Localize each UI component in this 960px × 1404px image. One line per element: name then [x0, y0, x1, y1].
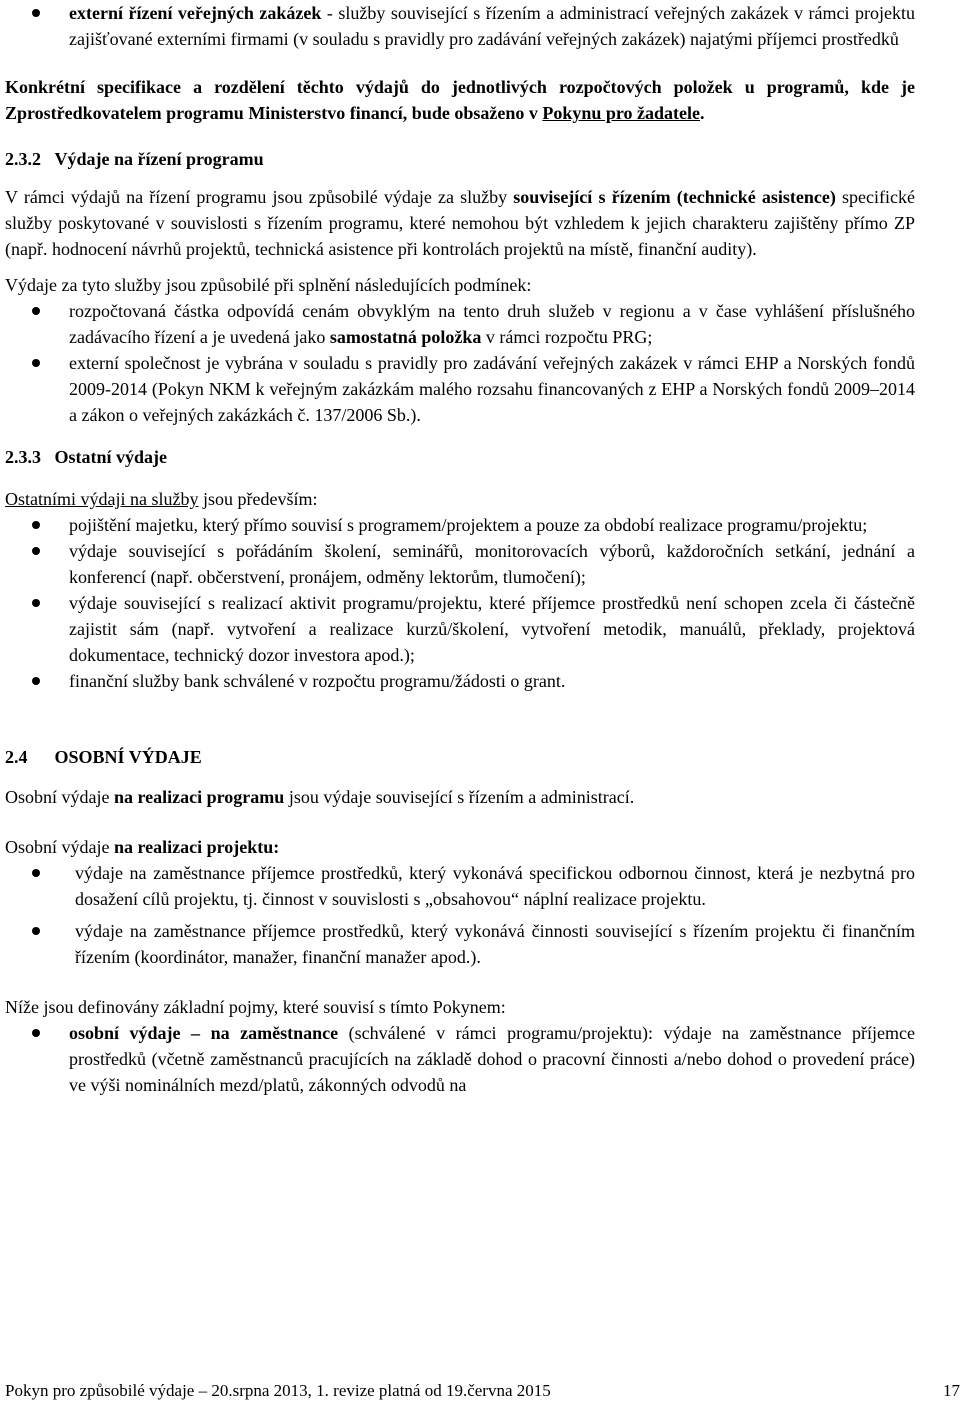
paragraph: Níže jsou definovány základní pojmy, které souvisí s tímto Pokynem: — [5, 997, 506, 1017]
section-heading-232: 2.3.2 Výdaje na řízení programu — [5, 149, 264, 169]
list-item: výdaje související s pořádáním školení, seminářů, monitorovacích výborů, každoročních setkání, jednání a konferencí (např. občerstvení, pronájem, odměny lektorům, tlumočení); — [5, 538, 915, 590]
list-item: externí řízení veřejných zakázek - služby související s řízením a administrací veřejných zakázek v rámci projektu zajišťované externími firmami (v souladu s pravidly pro zadávání veřejných zakázek) najatými příjemci prostředků — [5, 0, 915, 52]
list-item: finanční služby bank schválené v rozpočtu programu/žádosti o grant. — [5, 668, 915, 694]
section-heading-233: 2.3.3 Ostatní výdaje — [5, 447, 167, 467]
other-expenses-list — [5, 512, 915, 694]
paragraph: Ostatními výdaji na služby jsou především: — [5, 489, 318, 509]
list-item: výdaje na zaměstnance příjemce prostředků, který vykonává specifickou odbornou činnost, která je nezbytná pro dosažení cílů projektu, tj. činnost v souvislosti s „obsahovou“ náplní realizace projektu. — [5, 860, 915, 912]
paragraph: V rámci výdajů na řízení programu jsou způsobilé výdaje za služby související s řízením (technické asistence) specifické služby poskytované v souvislosti s řízením programu, které nemohou být vzhledem k jejich charakteru zajištěny přímo ZP (např. hodnocení návrhů projektů, technická asistence při kontrolách projektů na místě, finanční audity). — [5, 187, 915, 259]
page-number: 17 — [943, 1381, 960, 1400]
definitions-list — [5, 1020, 915, 1098]
footer-text: Pokyn pro způsobilé výdaje – 20.srpna 2013, 1. revize platná od 19.června 2015 — [5, 1381, 551, 1400]
list-item: osobní výdaje – na zaměstnance (schválené v rámci programu/projektu): výdaje na zaměstnance příjemce prostředků (včetně zaměstnanců pracujících na základě dohod o pracovní činnosti a/nebo dohod o provedení práce) ve výši nominálních mezd/platů, zákonných odvodů na — [5, 1020, 915, 1098]
list-item: výdaje související s realizací aktivit programu/projektu, které příjemce prostředků není schopen zcela či částečně zajistit sám (např. vytvoření a realizace kurzů/školení, vytvoření metodik, manuálů, překlady, projektová dokumentace, technický dozor investora apod.); — [5, 590, 915, 668]
list-item: externí společnost je vybrána v souladu s pravidly pro zadávání veřejných zakázek v rámci EHP a Norských fondů 2009-2014 (Pokyn NKM k veřejným zakázkám malého rozsahu financovaných z EHP a Norských fondů 2009–2014 a zákon o veřejných zakázkách č. 137/2006 Sb.). — [5, 350, 915, 428]
list-item: pojištění majetku, který přímo souvisí s programem/projektem a pouze za období realizace programu/projektu; — [5, 512, 915, 538]
top-list — [5, 0, 915, 52]
section-heading-24: 2.4 OSOBNÍ VÝDAJE — [5, 747, 202, 767]
list-item: výdaje na zaměstnance příjemce prostředků, který vykonává činnosti související s řízením projektu či finančním řízením (koordinátor, manažer, finanční manažer apod.). — [5, 918, 915, 970]
pokyn-link[interactable]: Pokynu pro žadatele — [542, 103, 701, 123]
page-footer — [5, 1380, 960, 1402]
term-bold: externí řízení veřejných zakázek — [69, 3, 322, 23]
list-item: rozpočtovaná částka odpovídá cenám obvyklým na tento druh služeb v regionu a v čase vyhlášení příslušného zadávacího řízení a je uvedená jako samostatná položka v rámci rozpočtu PRG; — [5, 298, 915, 350]
personnel-list — [5, 860, 915, 970]
paragraph: Osobní výdaje na realizaci programu jsou výdaje související s řízením a administrací. — [5, 787, 635, 807]
spec-note: Konkrétní specifikace a rozdělení těchto výdajů do jednotlivých rozpočtových položek u programů, kde je Zprostředkovatelem programu Ministerstvo financí, bude obsaženo v Pokynu pro žadatele. — [5, 77, 915, 123]
paragraph: Výdaje za tyto služby jsou způsobilé při splnění následujících podmínek: — [5, 275, 532, 295]
paragraph: Osobní výdaje na realizaci projektu: — [5, 837, 280, 857]
document-page — [5, 0, 915, 1098]
conditions-list — [5, 298, 915, 428]
